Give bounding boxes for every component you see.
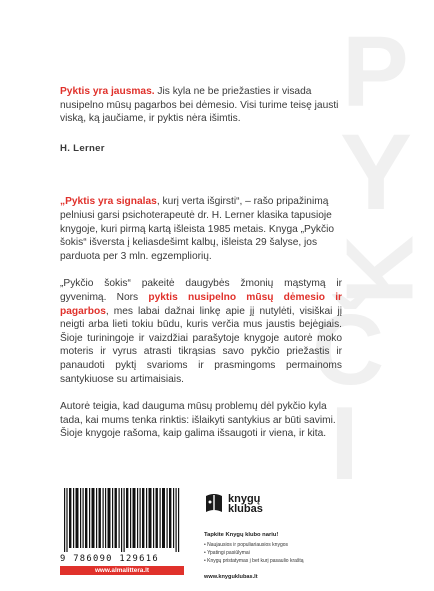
dance-highlight: pyktis nusipelno mūsų dėmesio ir pagarbos bbox=[60, 291, 342, 317]
club-title: Tapkite Knygų klubo nariu! bbox=[204, 532, 279, 538]
barcode-block bbox=[60, 488, 184, 574]
club-benefit: • Knygų pristatymas į bet kurį pasaulio kraštą bbox=[204, 557, 304, 565]
book-club-logo bbox=[204, 492, 284, 528]
barcode-image bbox=[64, 488, 180, 552]
quote-author: H. Lerner bbox=[60, 142, 105, 154]
book-club-logo-icon bbox=[204, 492, 224, 514]
logo-line-1: knygų bbox=[228, 493, 261, 505]
club-benefit: • Naujausios ir populiariausios knygos bbox=[204, 541, 304, 549]
watermark-letter: K bbox=[326, 235, 434, 305]
blurb bbox=[60, 85, 342, 441]
dance-text-after: , mes labai dažnai linkę apie jį nutylėti, visiškai jį neigti arba lieti tokiu būdu, kuris verčia mus jaustis bejėgiais. Šioje turiningoje ir vaizdžiai parašytoje knygoje autorė moko moteris ir vyrus atrasti tikrąsias savo pykčio priežastis ir panaudoti pyktį svarioms ir prasmingoms permainoms santykiuose su artimaisiais. bbox=[60, 305, 342, 385]
paragraph-signal bbox=[60, 195, 342, 263]
watermark-letter: P bbox=[342, 16, 409, 128]
intro-highlight: Pyktis yra jausmas. bbox=[60, 86, 155, 97]
intro-text: Jis kyla ne be priežasties ir visada nusipelno mūsų pagarbos bei dėmesio. Visi turime teisę jausti viską, ką jaučiame, ir pyktis nėra išimtis. bbox=[60, 86, 339, 125]
watermark-letter: Č bbox=[312, 294, 385, 406]
paragraph-dance bbox=[60, 277, 342, 386]
watermark-letter: Y bbox=[340, 111, 413, 232]
intro-paragraph bbox=[60, 85, 342, 126]
club-url: www.knyguklubas.lt bbox=[204, 574, 258, 580]
signal-highlight: „Pyktis yra signalas bbox=[60, 196, 157, 208]
watermark-letter: I bbox=[330, 386, 359, 502]
signal-text: , kurį verta išgirsti“, – rašo pripažinimą pelniusi garsi psichoterapeutė dr. H. Lerner klasika tapusioje knygoje, kuri pirmą kartą išleista 1985 metais. Knyga „Pykčio šokis“ išversta į keliasdešimt kalbų, išleista 29 šalyse, jos parduota per 3 mln. egzempliorių. bbox=[60, 196, 335, 262]
logo-line-2: klubas bbox=[228, 503, 263, 515]
book-club-logo-text bbox=[228, 494, 263, 514]
paragraph-author-claim: Autorė teigia, kad dauguma mūsų problemų dėl pykčio kyla tada, kai mums tenka rinktis: išlaikyti santykius ar būti savimi. Šioje knygoje rašoma, kaip galima išsaugoti ir viena, ir kita. bbox=[60, 401, 336, 440]
publisher-url: www.almalittera.lt bbox=[60, 566, 184, 575]
back-cover-footer bbox=[60, 488, 360, 588]
club-benefits-list bbox=[204, 541, 304, 566]
dance-text-before: „Pykčio šokis“ pakeitė daugybės žmonių mąstymą ir gyvenimą. Nors bbox=[60, 278, 342, 303]
isbn-number: 9 786090 129616 bbox=[60, 554, 159, 564]
club-benefit: • Ypatingi pasiūlymai bbox=[204, 549, 304, 557]
